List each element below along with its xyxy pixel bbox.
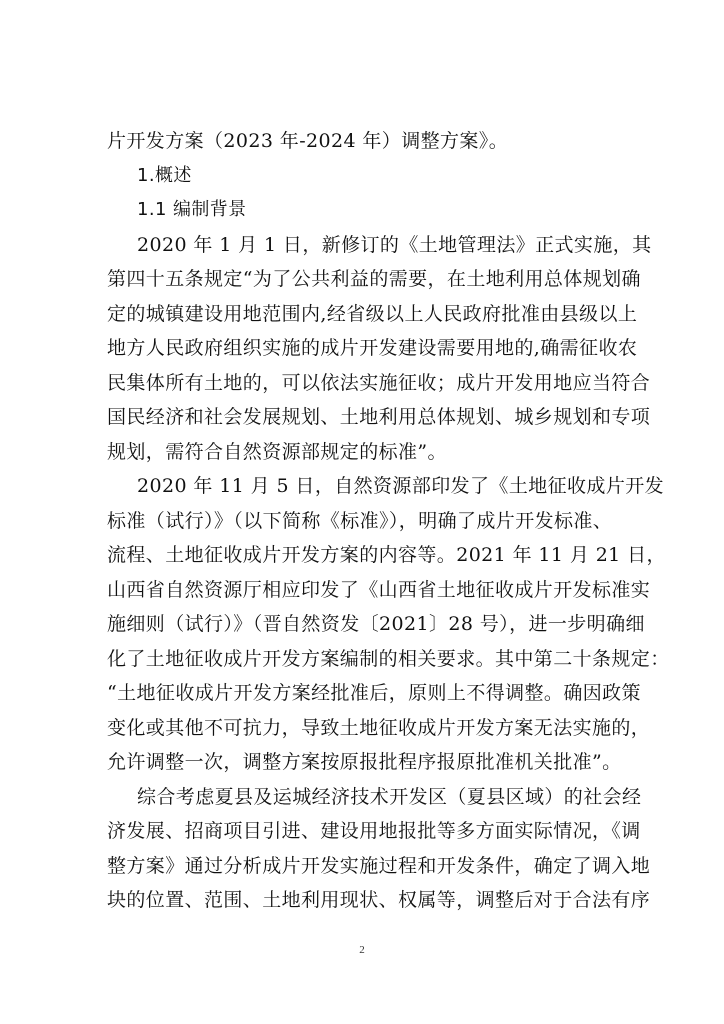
text-line: 标准（试行）》（以下简称《标准》），明确了成片开发标准、 [107, 509, 613, 532]
text-line: 规划，需符合自然资源部规定的标准”。 [107, 440, 447, 463]
text-line: 流程、土地征收成片开发方案的内容等。2021 年 11 月 21 日， [107, 544, 666, 566]
text-line: 整方案》通过分析成片开发实施过程和开发条件，确定了调入地 [107, 854, 651, 877]
subsection-heading: 1.1 编制背景 [137, 199, 247, 220]
document-body [107, 124, 670, 918]
text-line: 山西省自然资源厅相应印发了《山西省土地征收成片开发标准实 [107, 578, 651, 601]
section-heading: 1.概述 [137, 164, 192, 186]
text-line: 2020 年 1 月 1 日，新修订的《土地管理法》正式实施，其 [137, 233, 652, 256]
text-line: 济发展、招商项目引进、建设用地报批等多方面实际情况，《调 [107, 820, 641, 842]
text-line: 第四十五条规定“为了公共利益的需要，在土地利用总体规划确 [107, 268, 641, 290]
text-line: 化了土地征收成片开发方案编制的相关要求。其中第二十条规定： [107, 647, 670, 670]
text-line: 综合考虑夏县及运城经济技术开发区（夏县区域）的社会经 [137, 785, 642, 808]
text-line: 民集体所有土地的，可以依法实施征收；成片开发用地应当符合 [107, 371, 651, 394]
text-line: 块的位置、范围、土地利用现状、权属等，调整后对于合法有序 [107, 889, 651, 911]
text-line: “土地征收成片开发方案经批准后，原则上不得调整。确因政策 [107, 682, 641, 704]
text-line: 2020 年 11 月 5 日，自然资源部印发了《土地征收成片开发 [137, 475, 665, 497]
text-line: 片开发方案（2023 年-2024 年）调整方案》。 [107, 130, 509, 152]
text-line: 定的城镇建设用地范围内,经省级以上人民政府批准由县级以上 [107, 302, 638, 325]
text-line: 国民经济和社会发展规划、土地利用总体规划、城乡规划和专项 [107, 406, 651, 428]
text-line: 地方人民政府组织实施的成片开发建设需要用地的,确需征收农 [107, 337, 638, 359]
text-line: 施细则（试行）》（晋自然资发〔2021〕28 号），进一步明确细 [107, 613, 645, 635]
text-line: 允许调整一次，调整方案按原报批程序报原批准机关批准”。 [107, 751, 622, 773]
page-number: 2 [359, 944, 365, 956]
text-line: 变化或其他不可抗力，导致土地征收成片开发方案无法实施的， [107, 716, 651, 739]
